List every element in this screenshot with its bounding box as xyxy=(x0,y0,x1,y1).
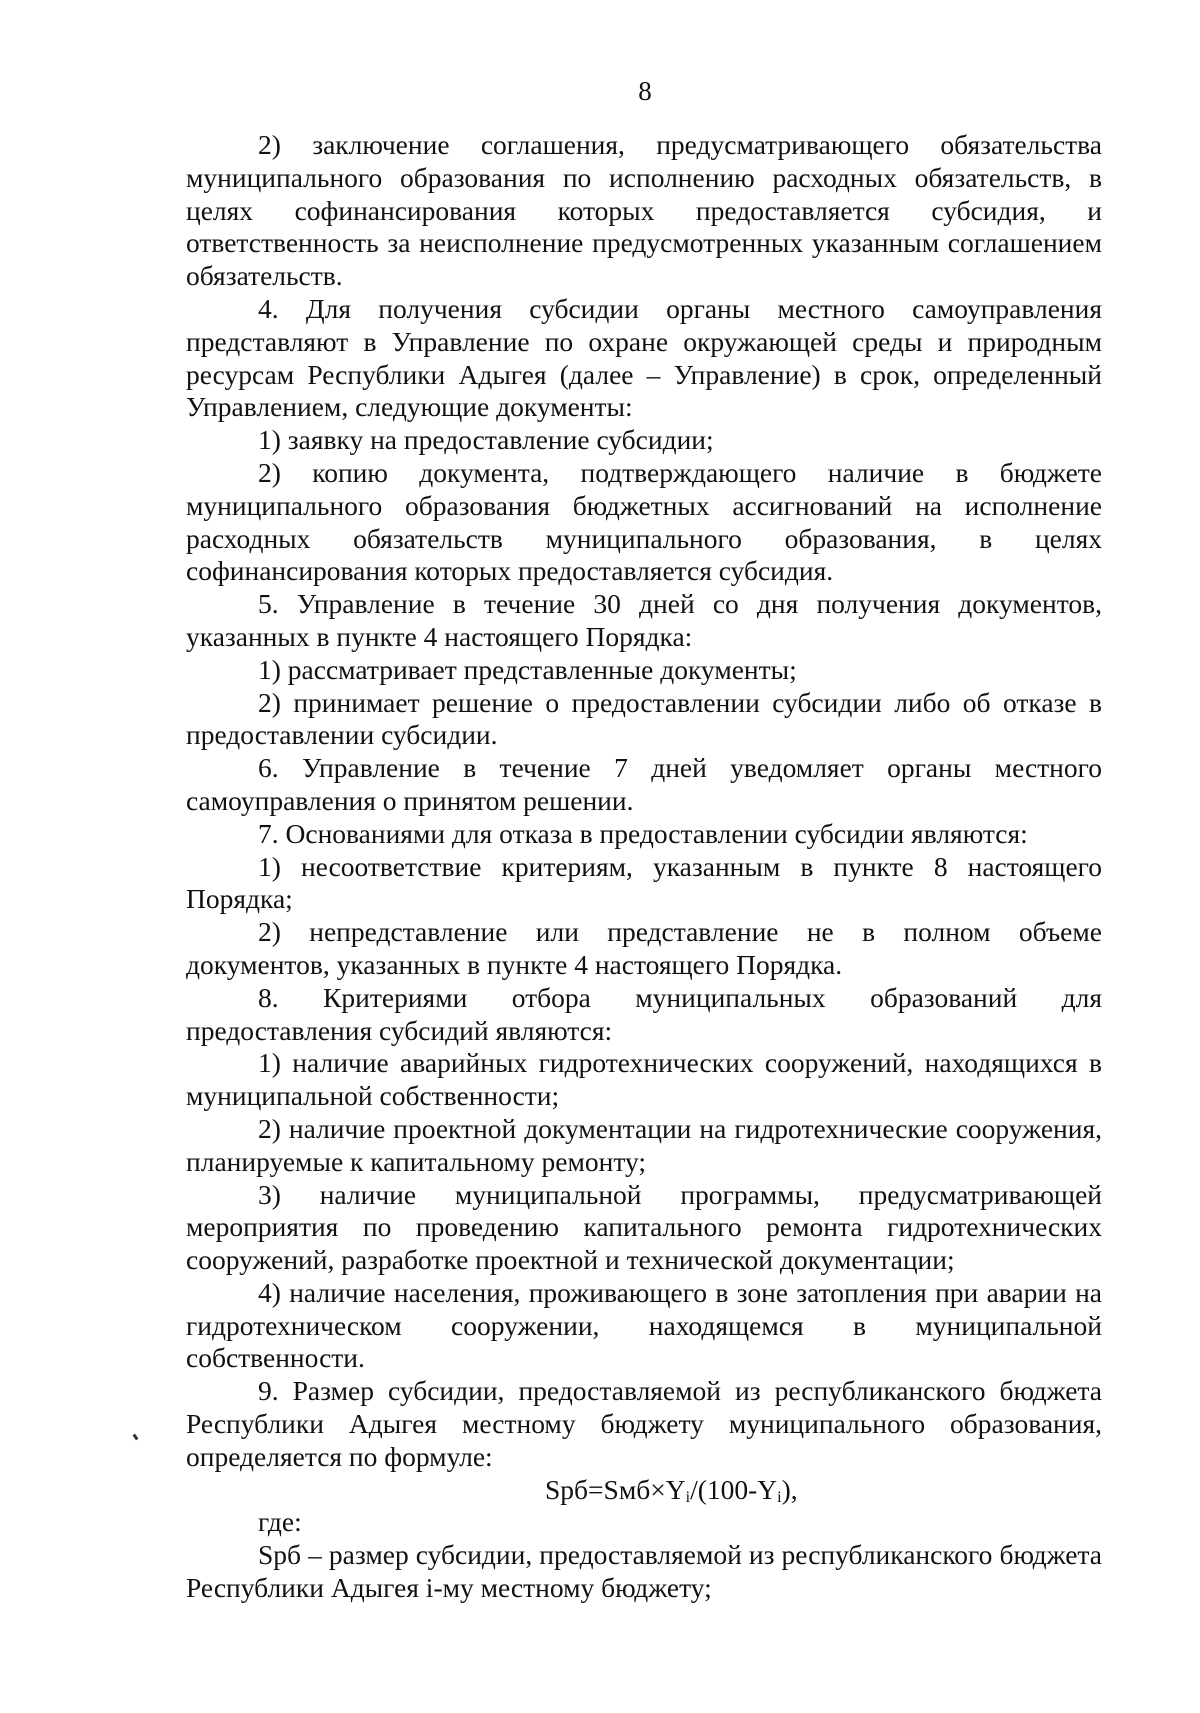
clause-4-item-1: 1) заявку на предоставление субсидии; xyxy=(258,424,714,456)
page-number: 8 xyxy=(638,76,652,106)
definition-srb: Sрб – размер субсидии, предоставляемой из республиканского бюджета Республики Адыгея i-му местному бюджету; xyxy=(186,1539,1102,1604)
clause-4-item-2: 2) копию документа, подтверждающего наличие в бюджете муниципального образования бюджетных ассигнований на исполнение расходных обязательств муниципального образования, в целях софинансирования которых предоставляется субсидия. xyxy=(186,456,1102,587)
clause-5: 5. Управление в течение 30 дней со дня получения документов, указанных в пункте 4 настоящего Порядка: xyxy=(186,588,1102,652)
clause-9: 9. Размер субсидии, предоставляемой из республиканского бюджета Республики Адыгея местному бюджету муниципального образования, определяется по формуле: xyxy=(186,1375,1102,1472)
scan-speck xyxy=(133,1434,139,1441)
formula-part-2: /(100-Y xyxy=(690,1473,778,1505)
formula-subscript-2: i xyxy=(777,1488,782,1506)
subsidy-formula xyxy=(186,1474,1102,1507)
clause-8-item-1: 1) наличие аварийных гидротехнических сооружений, находящихся в муниципальной собственности; xyxy=(186,1047,1102,1112)
clause-4: 4. Для получения субсидии органы местного самоуправления представляют в Управление по охране окружающей среды и природным ресурсам Республики Адыгея (далее – Управление) в срок, определенный Управлением, следующие документы: xyxy=(186,292,1102,423)
clause-5-item-1: 1) рассматривает представленные документы; xyxy=(258,653,797,685)
clause-7-item-1: 1) несоответствие критериям, указанным в пункте 8 настоящего Порядка; xyxy=(186,850,1102,915)
document-body xyxy=(186,129,1102,1605)
clause-7: 7. Основаниями для отказа в предоставлении субсидии являются: xyxy=(258,817,1028,849)
clause-7-item-2: 2) непредставление или представление не в полном объеме документов, указанных в пункте 4 настоящего Порядка. xyxy=(186,916,1102,980)
formula-subscript-1: i xyxy=(685,1488,691,1506)
clause-5-item-2: 2) принимает решение о предоставлении субсидии либо об отказе в предоставлении субсидии. xyxy=(186,686,1102,751)
formula-part-3: ), xyxy=(781,1473,798,1505)
formula-part-1: Sрб=Sмб×Y xyxy=(545,1473,686,1505)
clause-8: 8. Критериями отбора муниципальных образований для предоставления субсидий являются: xyxy=(186,981,1102,1046)
clause-8-item-3: 3) наличие муниципальной программы, предусматривающей мероприятия по проведению капитального ремонта гидротехнических сооружений, разработке проектной и технической документации; xyxy=(186,1178,1102,1276)
clause-8-item-4: 4) наличие населения, проживающего в зоне затопления при аварии на гидротехническом сооружении, находящемся в муниципальной собственности. xyxy=(186,1276,1102,1374)
where-label: где: xyxy=(258,1506,302,1538)
clause-6: 6. Управление в течение 7 дней уведомляет органы местного самоуправления о принятом решении. xyxy=(186,752,1102,816)
clause-3-item-2: 2) заключение соглашения, предусматривающего обязательства муниципального образования по исполнению расходных обязательств, в целях софинансирования которых предоставляется субсидия, и ответственность за неисполнение предусмотренных указанным соглашением обязательств. xyxy=(186,129,1102,292)
clause-8-item-2: 2) наличие проектной документации на гидротехнические сооружения, планируемые к капитальному ремонту; xyxy=(186,1112,1102,1177)
